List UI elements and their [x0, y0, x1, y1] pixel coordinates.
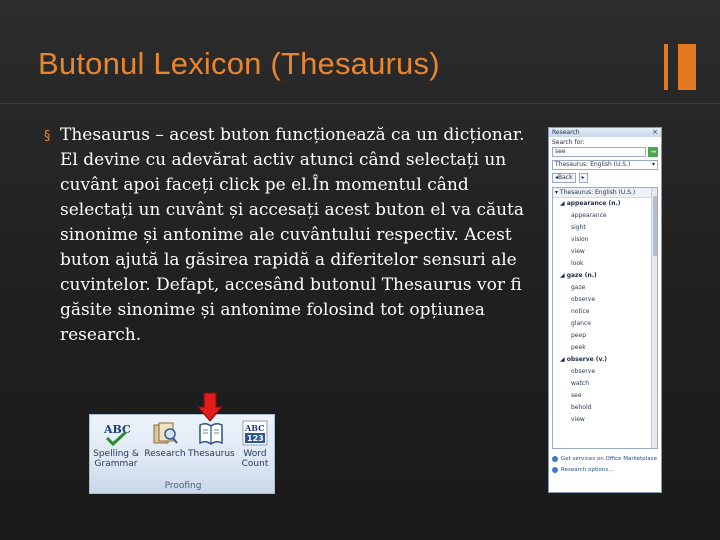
scroll-thumb[interactable]	[653, 196, 657, 256]
research-label: Research	[144, 449, 186, 459]
source-dropdown-value: Thesaurus: English (U.S.)	[555, 161, 631, 168]
red-arrow-icon	[197, 392, 223, 422]
research-pane-title: Research	[552, 129, 580, 136]
result-category[interactable]: ◢ observe (v.)	[560, 356, 607, 363]
research-pane-footer	[549, 449, 661, 475]
word-count-label-1: Word	[243, 449, 267, 459]
abc-check-icon	[101, 419, 131, 447]
bullet-paragraph	[44, 123, 539, 348]
body-text: Thesaurus – acest buton funcționează ca un dicționar. El devine cu adevărat activ atunci când selectați un cuvânt apoi faceți click pe el.În momentul când selectați un cuvânt și accesați acest buton el va căuta sinonime și antonime ale cuvântului respectiv. Acest buton ajută la găsirea rapidă a diferitelor sensuri ale cuvintelor. Defapt, accesând butonul Thesaurus vor fi găsite sinonime și antonime folosind tot opțiunea research.	[60, 125, 525, 345]
result-word[interactable]: vision	[571, 236, 589, 243]
result-category[interactable]: ◢ gaze (n.)	[560, 272, 597, 279]
research-button[interactable]	[142, 419, 188, 477]
abc-123-icon	[241, 419, 269, 447]
slide-body	[44, 123, 539, 348]
forward-button[interactable]: ▸	[579, 173, 588, 183]
results-list	[552, 187, 658, 449]
thesaurus-label: Thesaurus	[188, 449, 235, 459]
result-word[interactable]: sight	[571, 224, 586, 231]
slide-title: Butonul Lexicon (Thesaurus)	[38, 46, 440, 81]
search-for-label: Search for:	[552, 139, 585, 146]
svg-text:ABC: ABC	[104, 423, 131, 436]
go-arrow-icon[interactable]: →	[648, 147, 658, 157]
accent-line-decoration	[664, 44, 668, 90]
accent-bar-decoration	[678, 44, 696, 90]
proofing-ribbon-group	[89, 414, 275, 494]
spelling-label-2: Grammar	[94, 459, 138, 469]
result-word[interactable]: peek	[571, 344, 586, 351]
results-header[interactable]: ▾ Thesaurus: English (U.S.)	[553, 188, 657, 198]
search-input[interactable]: see	[552, 147, 646, 157]
result-word[interactable]: appearance	[571, 212, 607, 219]
result-word[interactable]: behold	[571, 404, 592, 411]
chevron-down-icon: ▾	[651, 161, 655, 168]
research-pane	[548, 127, 662, 493]
result-category[interactable]: ◢ appearance (n.)	[560, 200, 621, 207]
research-pane-header	[549, 128, 661, 137]
result-word[interactable]: view	[571, 248, 585, 255]
word-count-label-2: Count	[241, 459, 269, 469]
spelling-label-1: Spelling &	[93, 449, 139, 459]
proofing-group-label: Proofing	[164, 481, 202, 491]
svg-text:123: 123	[247, 434, 264, 443]
source-dropdown[interactable]	[552, 160, 658, 170]
spelling-grammar-button[interactable]	[92, 419, 140, 477]
title-divider	[0, 103, 720, 104]
results-rows	[553, 198, 657, 426]
result-word[interactable]: gaze	[571, 284, 586, 291]
result-word[interactable]: observe	[571, 368, 596, 375]
research-book-icon	[150, 419, 180, 447]
results-scrollbar[interactable]	[651, 188, 657, 448]
result-word[interactable]: notice	[571, 308, 590, 315]
research-options-link[interactable]	[552, 464, 658, 475]
thesaurus-button[interactable]	[188, 419, 234, 477]
word-count-button[interactable]	[236, 419, 274, 477]
svg-text:ABC: ABC	[245, 423, 265, 433]
office-marketplace-link[interactable]	[552, 453, 658, 464]
office-marketplace-label: Get services on Office Marketplace	[561, 455, 657, 462]
result-word[interactable]: watch	[571, 380, 590, 387]
back-button[interactable]: ◂Back	[552, 173, 576, 183]
search-row	[549, 146, 661, 158]
globe-icon	[552, 456, 558, 462]
bullet-icon: §	[44, 129, 51, 144]
nav-row	[549, 172, 661, 184]
result-word[interactable]: glance	[571, 320, 591, 327]
research-options-label: Research options...	[561, 466, 614, 473]
close-icon[interactable]: ×	[652, 128, 658, 136]
result-word[interactable]: peep	[571, 332, 586, 339]
result-word[interactable]: observe	[571, 296, 596, 303]
result-word[interactable]: see	[571, 392, 582, 399]
thesaurus-book-icon	[196, 419, 226, 447]
options-icon	[552, 467, 558, 473]
result-word[interactable]: view	[571, 416, 585, 423]
result-word[interactable]: look	[571, 260, 584, 267]
